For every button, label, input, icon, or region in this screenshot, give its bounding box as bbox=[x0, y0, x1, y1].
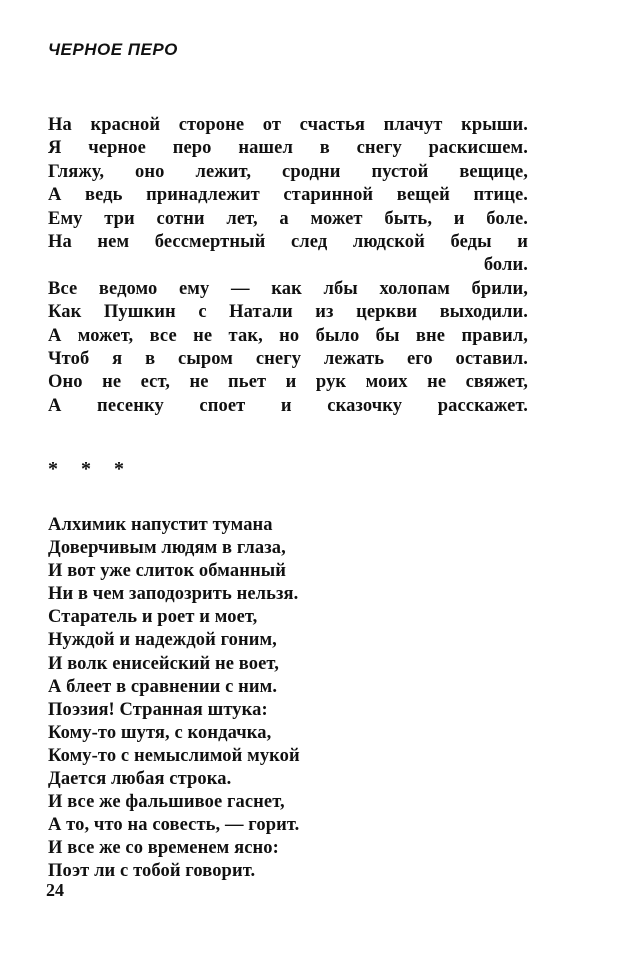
section-separator: * * * bbox=[48, 458, 133, 480]
poem-line: Чтоб я в сыром снегу лежать его оставил. bbox=[48, 349, 528, 370]
poem-line: Поэт ли с тобой говорит. bbox=[48, 861, 256, 882]
poem-line: Ни в чем заподозрить нельзя. bbox=[48, 584, 299, 605]
poem-line: Я черное перо нашел в снегу раскисшем. bbox=[48, 138, 528, 159]
poem-line: И волк енисейский не воет, bbox=[48, 653, 279, 674]
poem-line: Кому-то с немыслимой мукой bbox=[48, 745, 300, 766]
poem-line: Гляжу, оно лежит, сродни пустой вещице, bbox=[48, 161, 528, 182]
poem-line: Доверчивым людям в глаза, bbox=[48, 538, 286, 559]
poem-line: И все же со временем ясно: bbox=[48, 838, 279, 859]
poem-line: А блеет в сравнении с ним. bbox=[48, 676, 278, 697]
poem-line: Ему три сотни лет, а может быть, и боле. bbox=[48, 208, 528, 229]
poem-line: Как Пушкин с Натали из церкви выходили. bbox=[48, 302, 528, 323]
poem-line: На красной стороне от счастья плачут крыши. bbox=[48, 115, 528, 135]
poem-line: И вот уже слиток обманный bbox=[48, 561, 287, 582]
poem-line: Алхимик напустит тумана bbox=[48, 515, 273, 535]
poem-line: Оно не ест, не пьет и рук моих не свяжет, bbox=[48, 372, 528, 393]
poem-line: Все ведомо ему — как лбы холопам брили, bbox=[48, 278, 528, 299]
poem-black-feather bbox=[48, 114, 528, 418]
poem-line: Поэзия! Странная штука: bbox=[48, 699, 268, 720]
poem-line: На нем бессмертный след людской беды и bbox=[48, 232, 528, 253]
poem-line: А песенку споет и сказочку расскажет. bbox=[48, 395, 528, 416]
poem-line: Нуждой и надеждой гоним, bbox=[48, 630, 277, 651]
poem-line: Старатель и роет и моет, bbox=[48, 607, 258, 628]
poem-line: И все же фальшивое гаснет, bbox=[48, 792, 285, 813]
poem-title: ЧЕРНОЕ ПЕРО bbox=[48, 40, 178, 59]
poem-line: Дается любая строка. bbox=[48, 769, 232, 790]
page-number: 24 bbox=[46, 880, 64, 900]
poem-line: А ведь принадлежит старинной вещей птице. bbox=[48, 185, 528, 206]
poem-line: Кому-то шутя, с кондачка, bbox=[48, 722, 272, 743]
poem-line: А может, все не так, но было бы вне правил, bbox=[48, 325, 528, 346]
poem-line: А то, что на совесть, — горит. bbox=[48, 815, 300, 836]
poem-alchemist bbox=[48, 514, 528, 884]
poem-line-continuation: боли. bbox=[483, 255, 528, 276]
